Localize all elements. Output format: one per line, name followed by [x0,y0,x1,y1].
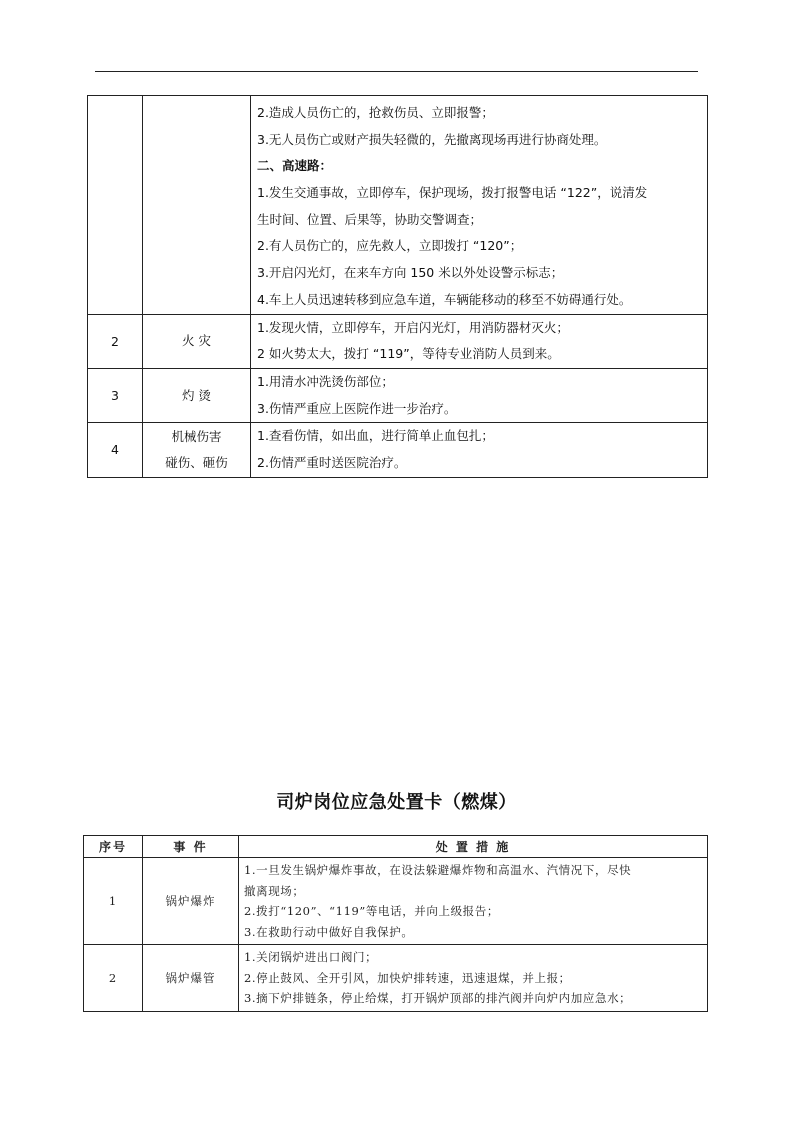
measure-line: 生时间、位置、后果等，协助交警调查； [257,211,483,227]
measure-line: 3.摘下炉排链条，停止给煤，打开锅炉顶部的排汽阀并向炉内加应急水； [244,991,632,1005]
measure-line: 3.开启闪光灯，在来车方向 150 米以外处设警示标志； [257,265,564,281]
row-number [88,96,143,315]
table-row [88,96,708,315]
event-line: 灼 烫 [182,387,211,403]
measure-line: 1.关闭锅炉进出口阀门； [244,950,378,964]
header-number: 序号 [84,836,143,858]
event-name [143,423,251,477]
event-name: 锅炉爆炸 [143,858,239,945]
measure-line: 3.在救助行动中做好自我保护。 [244,924,414,939]
emergency-measures-table-continued [87,95,708,478]
measures-cell [251,423,708,477]
measures-cell [251,96,708,315]
measure-line: 1.发生交通事故，立即停车，保护现场，拨打报警电话 “122”，说清发 [257,185,648,201]
measure-line: 3.无人员伤亡或财产损失轻微的，先撤离现场再进行协商处理。 [257,131,607,147]
measures-cell [239,858,708,945]
page-header-rule [95,71,698,72]
table-row [88,368,708,422]
row-number: 2 [88,314,143,368]
event-name [143,96,251,315]
measure-line: 2.伤情严重时送医院治疗。 [257,454,407,470]
row-number: 1 [84,858,143,945]
measure-line: 撤离现场； [244,883,305,898]
event-line: 碰伤、砸伤 [165,454,228,470]
measure-line: 3.伤情严重应上医院作进一步治疗。 [257,400,457,416]
table-row [88,423,708,477]
row-number: 4 [88,423,143,477]
measure-line: 2.停止鼓风、全开引风，加快炉排转速，迅速退煤，并上报； [244,970,571,985]
header-measures: 处 置 措 施 [239,836,708,858]
measure-line: 2.造成人员伤亡的，抢救伤员、立即报警； [257,105,494,120]
event-name [143,368,251,422]
measure-line: 2.有人员伤亡的，应先救人，立即拨打 “120”； [257,238,523,254]
measure-line: 1.发现火情，立即停车，开启闪光灯，用消防器材灭火； [257,319,569,335]
measure-line: 2 如火势太大，拨打 “119”，等待专业消防人员到来。 [257,346,560,362]
measures-cell [251,368,708,422]
event-line: 火 灾 [182,333,211,349]
measures-cell [239,945,708,1012]
event-name: 锅炉爆管 [143,945,239,1012]
row-number: 3 [88,368,143,422]
measure-line: 1.查看伤情，如出血，进行简单止血包扎； [257,428,494,444]
header-event: 事 件 [143,836,239,858]
measure-line: 1.一旦发生锅炉爆炸事故，在设法躲避爆炸物和高温水、汽情况下，尽快 [244,863,632,877]
table-row [84,858,708,945]
table-header-row [84,836,708,858]
event-name [143,314,251,368]
event-line: 机械伤害 [171,428,222,444]
section-heading-highway: 二、高速路： [257,158,333,174]
measure-line: 2.拨打“120”、“119”等电话，并向上级报告； [244,904,499,918]
measures-cell [251,314,708,368]
measure-line: 4.车上人员迅速转移到应急车道，车辆能移动的移至不妨碍通行处。 [257,291,632,307]
row-number: 2 [84,945,143,1012]
table-row [88,314,708,368]
measure-line: 1.用清水冲洗烫伤部位； [257,373,394,389]
table-row [84,945,708,1012]
card-title: 司炉岗位应急处置卡（燃煤） [276,792,517,813]
boiler-emergency-card-table [83,835,708,1012]
